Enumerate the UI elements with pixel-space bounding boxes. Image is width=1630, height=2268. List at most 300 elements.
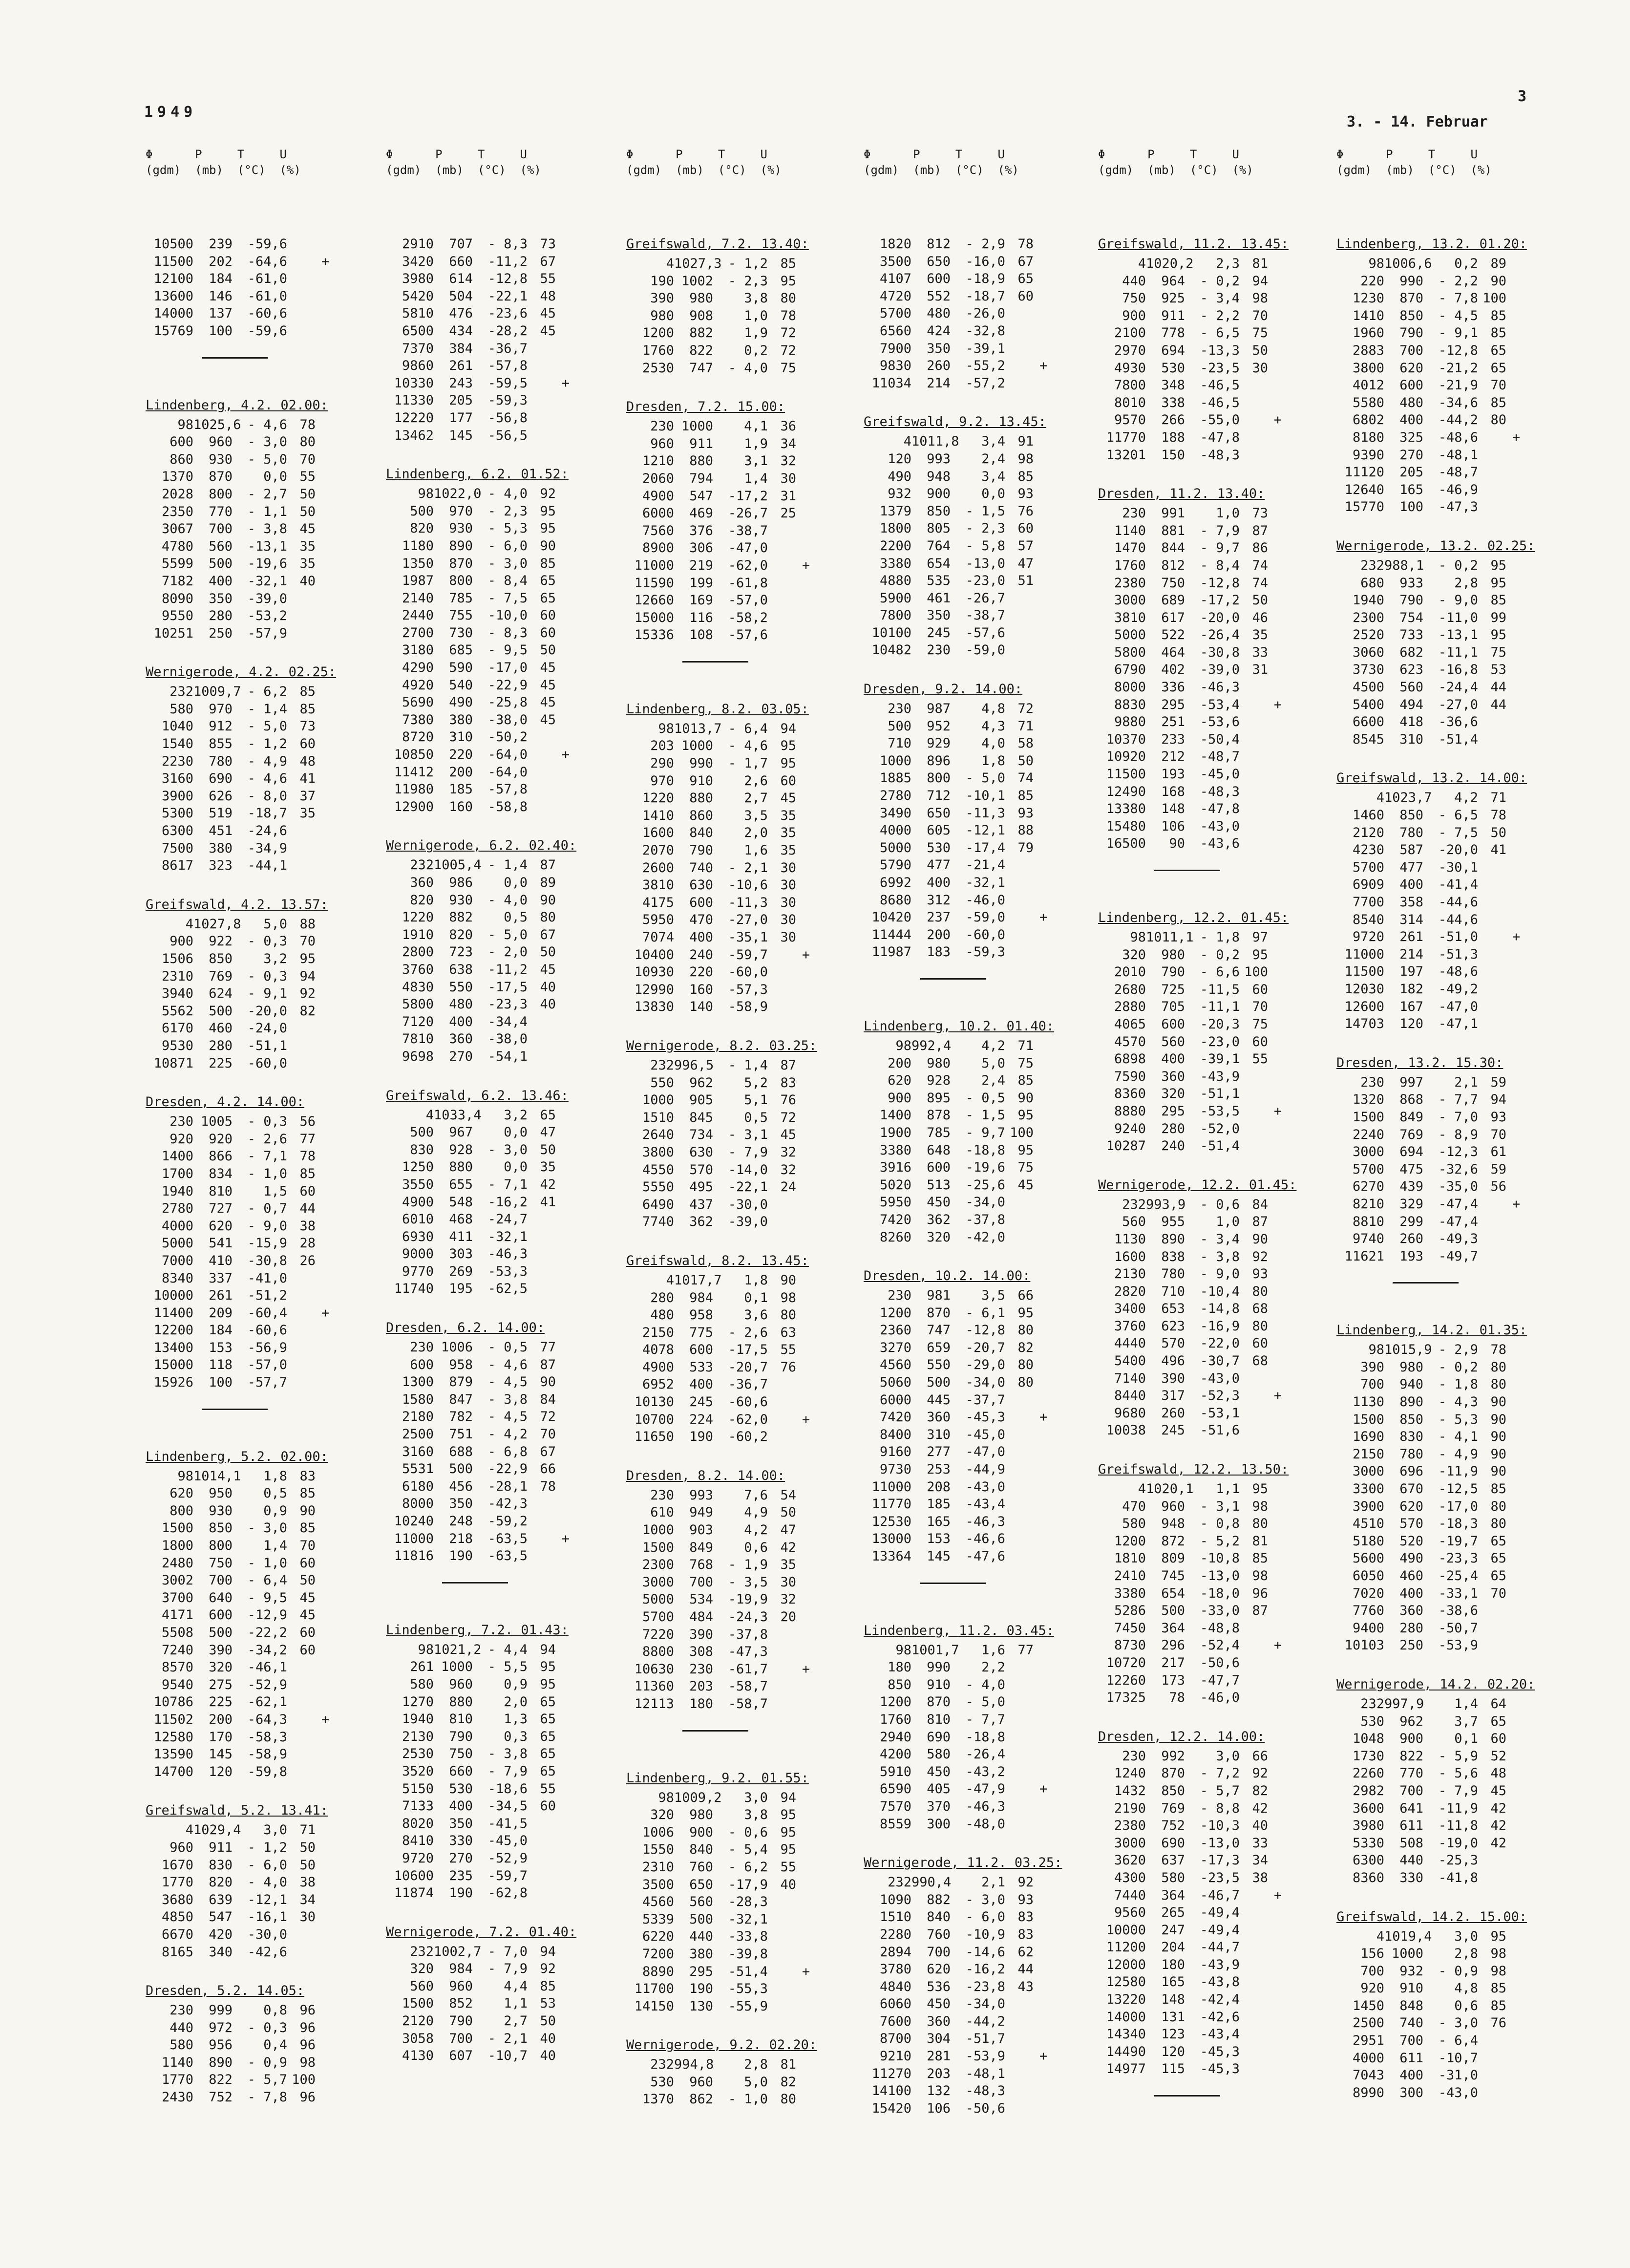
- table-cell: 77: [299, 1131, 316, 1147]
- table-cell: 13000: [871, 1531, 911, 1547]
- table-cell: 8260: [879, 1229, 911, 1245]
- table-cell: 92: [299, 986, 316, 1002]
- table-cell: 120: [209, 1764, 233, 1779]
- table-cell: 878: [927, 1108, 951, 1123]
- table-cell: 952: [927, 718, 951, 734]
- table-row: [1098, 1335, 1328, 1352]
- table-cell: 90: [780, 1272, 796, 1288]
- table-cell: 11650: [634, 1429, 674, 1445]
- table-cell: [316, 1131, 335, 1148]
- table-cell: 1013,7: [674, 721, 722, 736]
- sounding-block: [146, 896, 375, 1072]
- table-cell: 1210: [642, 453, 674, 469]
- table-cell: [556, 427, 575, 445]
- table-cell: [1506, 464, 1526, 481]
- table-cell: 14000: [153, 306, 193, 321]
- table-cell: [1240, 1689, 1268, 1707]
- section-divider: [1336, 1265, 1566, 1300]
- table-cell: 95: [1017, 1142, 1034, 1158]
- table-cell: 4880: [879, 573, 911, 589]
- table-cell: [316, 1468, 335, 1485]
- table-cell: 98: [895, 1642, 911, 1658]
- table-cell: 770: [209, 504, 233, 519]
- table-cell: 98: [895, 1038, 911, 1053]
- table-row: [146, 1183, 375, 1200]
- table-row: [146, 840, 375, 857]
- table-cell: [1268, 360, 1288, 377]
- table-cell: [316, 503, 335, 521]
- table-cell: - 9,7: [1200, 540, 1240, 556]
- table-cell: [1268, 2026, 1288, 2043]
- table-cell: [768, 1376, 796, 1393]
- table-row: [1336, 963, 1566, 981]
- table-cell: 3,5: [744, 808, 768, 823]
- table-cell: 177: [449, 410, 473, 426]
- table-cell: - 0,2: [1438, 557, 1478, 573]
- table-row: [626, 1980, 856, 1998]
- table-cell: 840: [689, 1842, 713, 1858]
- table-row: [1098, 2060, 1328, 2078]
- table-cell: 65: [540, 1746, 556, 1762]
- table-cell: [316, 1252, 335, 1270]
- table-row: [1098, 929, 1328, 946]
- table-cell: 640: [209, 1590, 233, 1605]
- table-cell: 882: [449, 910, 473, 925]
- table-cell: +: [802, 557, 810, 573]
- table-row: [386, 357, 615, 375]
- table-cell: 337: [209, 1270, 233, 1286]
- table-row: [626, 1161, 856, 1179]
- table-cell: [796, 1911, 816, 1928]
- station-heading: Dresden, 8.2. 14.00:: [626, 1468, 785, 1483]
- table-cell: [1268, 1585, 1288, 1603]
- table-cell: 51: [1017, 573, 1034, 589]
- table-cell: 882: [927, 1892, 951, 1907]
- sounding-block: [146, 1802, 375, 1961]
- table-cell: 94: [1252, 273, 1268, 289]
- table-row: [626, 1678, 856, 1695]
- table-cell: -34,2: [247, 1642, 287, 1658]
- table-cell: 11000: [1344, 946, 1384, 962]
- table-cell: 754: [1399, 610, 1423, 625]
- table-cell: [1005, 2030, 1034, 2048]
- table-cell: [1005, 642, 1034, 659]
- table-cell: 72: [540, 1409, 556, 1425]
- table-cell: -24,4: [1438, 680, 1478, 695]
- table-cell: [1506, 1498, 1526, 1516]
- table-row: [864, 1496, 1093, 1513]
- table-cell: 740: [1399, 2015, 1423, 2031]
- table-cell: [556, 253, 575, 271]
- table-row: [386, 1478, 615, 1496]
- table-cell: -49,2: [1438, 981, 1478, 997]
- table-row: [864, 1816, 1093, 1833]
- table-cell: 203: [689, 1679, 713, 1694]
- table-cell: -18,7: [965, 288, 1005, 304]
- table-row: [146, 1763, 375, 1781]
- table-row: [386, 1176, 615, 1194]
- table-cell: - 8,4: [487, 573, 528, 589]
- table-cell: [1268, 783, 1288, 801]
- table-row: [146, 985, 375, 1003]
- table-cell: [796, 505, 816, 522]
- table-cell: [316, 433, 335, 451]
- column-header: Φ P T U (gdm) (mb) (°C) (%): [626, 148, 782, 177]
- table-row: [386, 1373, 615, 1391]
- table-cell: [316, 1729, 335, 1746]
- table-cell: -41,0: [247, 1270, 287, 1286]
- table-cell: 1021,2: [434, 1642, 482, 1657]
- table-row: [1098, 713, 1328, 731]
- table-cell: 100: [1482, 291, 1506, 306]
- table-cell: 500: [209, 1625, 233, 1640]
- table-cell: 230: [650, 419, 674, 434]
- table-cell: 5286: [1114, 1603, 1146, 1619]
- table-cell: [556, 2030, 575, 2048]
- table-cell: - 5,7: [1200, 1783, 1240, 1798]
- table-cell: 890: [1161, 1231, 1185, 1247]
- table-cell: 1,0: [1216, 1214, 1240, 1230]
- table-cell: 560: [1122, 1214, 1146, 1230]
- table-cell: [287, 1037, 316, 1055]
- table-cell: [1034, 1530, 1053, 1548]
- table-cell: -43,4: [965, 1497, 1005, 1512]
- table-cell: 790: [689, 843, 713, 858]
- table-cell: 705: [1161, 999, 1185, 1015]
- table-cell: 960: [449, 1676, 473, 1692]
- table-cell: [287, 235, 316, 253]
- table-row: [1336, 1074, 1566, 1091]
- table-cell: 12100: [153, 271, 193, 287]
- table-row: [146, 1572, 375, 1589]
- table-cell: - 4,0: [487, 486, 528, 502]
- table-cell: 8360: [1352, 1870, 1384, 1885]
- table-cell: [1034, 735, 1053, 752]
- table-cell: [316, 1874, 335, 1891]
- table-row: [864, 288, 1093, 305]
- table-cell: [316, 2002, 335, 2019]
- table-cell: 13201: [1106, 447, 1146, 463]
- table-cell: [556, 1373, 575, 1391]
- table-cell: 280: [209, 1038, 233, 1053]
- table-cell: 232: [1122, 1197, 1146, 1212]
- table-cell: 770: [1399, 1766, 1423, 1781]
- table-cell: -43,9: [1200, 1069, 1240, 1084]
- table-column: [1098, 147, 1328, 2135]
- table-cell: 96: [299, 2090, 316, 2105]
- table-cell: -19,0: [1438, 1835, 1478, 1851]
- table-cell: [528, 357, 556, 375]
- table-cell: -38,7: [965, 608, 1005, 623]
- table-cell: 65: [1490, 342, 1506, 358]
- table-cell: 3380: [879, 556, 911, 571]
- table-cell: 439: [1399, 1179, 1423, 1195]
- table-cell: 700: [1399, 342, 1423, 358]
- table-cell: 10251: [153, 625, 193, 641]
- table-cell: 214: [927, 375, 951, 391]
- table-cell: 31: [780, 488, 796, 504]
- table-row: [626, 1306, 856, 1324]
- table-cell: [1506, 255, 1526, 273]
- table-cell: 450: [927, 1195, 951, 1210]
- table-cell: 648: [927, 1142, 951, 1158]
- table-row: [864, 520, 1093, 537]
- table-cell: 3002: [161, 1573, 193, 1588]
- table-cell: -47,8: [1200, 801, 1240, 817]
- table-row: [864, 1443, 1093, 1461]
- table-row: [864, 1090, 1093, 1107]
- table-cell: -13,1: [1438, 627, 1478, 643]
- table-row: [864, 822, 1093, 839]
- table-cell: 180: [1161, 1957, 1185, 1972]
- table-cell: 812: [1161, 557, 1185, 573]
- table-cell: -17,3: [1200, 1853, 1240, 1868]
- table-cell: [1034, 718, 1053, 735]
- table-cell: -36,7: [728, 1377, 768, 1392]
- table-cell: [316, 985, 335, 1003]
- table-cell: -48,7: [1438, 465, 1478, 480]
- table-row: [864, 1961, 1093, 1978]
- table-cell: 822: [1399, 1748, 1423, 1764]
- table-cell: 1350: [402, 556, 434, 571]
- table-cell: [556, 1780, 575, 1798]
- table-cell: 880: [689, 453, 713, 469]
- table-row: [864, 770, 1093, 787]
- table-cell: [287, 1374, 316, 1391]
- table-cell: 98: [1368, 1342, 1384, 1358]
- table-cell: -18,7: [247, 806, 287, 821]
- table-cell: 34: [1252, 1853, 1268, 1868]
- table-cell: [796, 1324, 816, 1342]
- table-cell: -16,2: [487, 1194, 528, 1210]
- table-row: [864, 468, 1093, 486]
- table-cell: - 6,0: [487, 538, 528, 554]
- table-cell: 7590: [1114, 1069, 1146, 1084]
- table-cell: 200: [209, 1712, 233, 1727]
- table-cell: 900: [689, 1824, 713, 1840]
- table-cell: 4: [666, 256, 674, 271]
- table-cell: 434: [449, 323, 473, 339]
- table-cell: 9160: [879, 1444, 911, 1460]
- table-cell: -50,6: [965, 2100, 1005, 2116]
- table-cell: 90: [540, 1374, 556, 1390]
- table-cell: 120: [1161, 2044, 1185, 2059]
- table-cell: [1506, 1695, 1526, 1713]
- table-cell: [1268, 1672, 1288, 1690]
- table-cell: [1506, 609, 1526, 627]
- table-cell: 910: [1399, 1981, 1423, 1996]
- table-row: [1098, 1765, 1328, 1782]
- table-cell: [528, 746, 556, 764]
- table-cell: [768, 1643, 796, 1661]
- table-cell: 1,6: [981, 1642, 1005, 1658]
- table-cell: 4230: [1352, 842, 1384, 858]
- table-row: [626, 1272, 856, 1289]
- table-cell: [768, 1428, 796, 1446]
- table-cell: 165: [1161, 1974, 1185, 1990]
- table-cell: 2310: [642, 1859, 674, 1875]
- table-cell: [287, 1020, 316, 1037]
- table-cell: -26,7: [965, 590, 1005, 606]
- table-cell: 410: [209, 1253, 233, 1268]
- table-cell: 8617: [161, 858, 193, 874]
- table-cell: 402: [1161, 662, 1185, 678]
- table-cell: -63,5: [487, 1548, 528, 1564]
- table-cell: [1268, 1654, 1288, 1672]
- sounding-block: [1336, 537, 1566, 749]
- table-cell: 168: [1161, 784, 1185, 799]
- table-cell: 769: [209, 968, 233, 984]
- table-cell: 4: [425, 1107, 434, 1123]
- table-cell: 768: [689, 1557, 713, 1573]
- table-cell: 4: [1376, 1928, 1384, 1944]
- table-cell: -10,7: [487, 2048, 528, 2064]
- table-cell: [1506, 1550, 1526, 1567]
- table-cell: 994,8: [674, 2057, 714, 2073]
- table-cell: 1002: [681, 273, 713, 289]
- table-cell: 209: [209, 1305, 233, 1321]
- table-cell: 85: [540, 556, 556, 571]
- table-row: [1336, 998, 1566, 1016]
- table-cell: [1034, 590, 1053, 607]
- table-cell: 364: [1161, 1620, 1185, 1636]
- table-cell: 362: [927, 1212, 951, 1227]
- table-cell: [796, 1359, 816, 1376]
- table-cell: [1240, 1904, 1268, 1922]
- table-row: [864, 926, 1093, 944]
- table-row: [1098, 963, 1328, 981]
- table-cell: 1270: [402, 1694, 434, 1710]
- table-cell: 95: [780, 1807, 796, 1823]
- table-cell: 230: [650, 1487, 674, 1503]
- station-heading: Greifswald, 4.2. 13.57:: [146, 897, 328, 912]
- table-cell: [796, 842, 816, 859]
- table-row: [146, 1003, 375, 1020]
- table-cell: 1460: [1352, 808, 1384, 823]
- table-cell: 78: [540, 1478, 556, 1494]
- sounding-block: [626, 235, 856, 377]
- table-cell: [1506, 411, 1526, 429]
- table-cell: [1034, 752, 1053, 770]
- table-cell: 6490: [642, 1197, 674, 1212]
- table-cell: 80: [299, 434, 316, 450]
- table-cell: [556, 711, 575, 729]
- sounding-block: [386, 235, 615, 444]
- table-cell: [1240, 1120, 1268, 1138]
- table-cell: 50: [1252, 593, 1268, 608]
- table-cell: [1506, 1800, 1526, 1818]
- table-cell: 5,0: [981, 1055, 1005, 1071]
- table-row: [1336, 394, 1566, 412]
- table-cell: 32: [780, 1144, 796, 1160]
- table-cell: 1033,4: [434, 1107, 482, 1123]
- table-row: [146, 1589, 375, 1607]
- table-cell: 2130: [1114, 1266, 1146, 1282]
- table-cell: 970: [650, 773, 674, 789]
- table-row: [1336, 1800, 1566, 1818]
- table-cell: [1005, 1659, 1034, 1676]
- table-cell: [316, 1763, 335, 1781]
- table-cell: 30: [1252, 360, 1268, 376]
- table-row: [1336, 498, 1566, 516]
- table-row: [626, 2074, 856, 2091]
- table-cell: 848: [1399, 1998, 1423, 2013]
- table-cell: [796, 859, 816, 877]
- table-cell: 98: [1368, 256, 1384, 271]
- table-cell: 5,2: [744, 1075, 768, 1091]
- table-cell: 7380: [402, 712, 434, 727]
- table-cell: [556, 996, 575, 1013]
- table-cell: - 4,3: [1438, 1394, 1478, 1410]
- table-cell: 5550: [642, 1179, 674, 1195]
- table-cell: - 8,3: [487, 236, 528, 252]
- table-cell: - 4,6: [247, 417, 287, 432]
- table-cell: -26,7: [728, 506, 768, 521]
- table-row: [1098, 800, 1328, 818]
- table-cell: 8545: [1352, 731, 1384, 747]
- table-cell: -26,0: [965, 306, 1005, 321]
- table-cell: 78: [1490, 1342, 1506, 1358]
- sounding-block: [1098, 1728, 1328, 2113]
- table-cell: 78: [1490, 808, 1506, 823]
- table-cell: -39,1: [965, 341, 1005, 356]
- table-cell: 270: [449, 1048, 473, 1064]
- table-cell: 3300: [1352, 1481, 1384, 1497]
- table-cell: [796, 1998, 816, 2015]
- table-row: [1336, 1602, 1566, 1620]
- table-cell: 45: [1490, 1783, 1506, 1798]
- table-cell: -32,1: [247, 573, 287, 589]
- table-row: [864, 1391, 1093, 1409]
- table-cell: 1370: [642, 2092, 674, 2107]
- table-cell: 12113: [634, 1696, 674, 1712]
- table-row: [386, 1960, 615, 1978]
- table-row: [626, 946, 856, 964]
- table-cell: 78: [299, 1149, 316, 1164]
- table-cell: 65: [540, 1763, 556, 1779]
- table-cell: 70: [299, 934, 316, 949]
- table-cell: 232: [410, 857, 434, 873]
- table-cell: [796, 1428, 816, 1446]
- table-cell: 116: [689, 610, 713, 625]
- table-cell: -49,4: [1200, 1905, 1240, 1921]
- table-cell: 320: [410, 1961, 434, 1977]
- table-cell: 655: [449, 1177, 473, 1192]
- table-cell: [796, 1893, 816, 1911]
- table-cell: 80: [780, 2092, 796, 2107]
- table-cell: 7370: [402, 341, 434, 356]
- table-row: [864, 1548, 1093, 1565]
- table-cell: 12580: [153, 1729, 193, 1745]
- table-cell: [1506, 498, 1526, 516]
- table-cell: 11444: [871, 927, 911, 942]
- table-cell: -47,0: [965, 1444, 1005, 1460]
- table-cell: -48,3: [1200, 447, 1240, 463]
- table-cell: 500: [449, 1461, 473, 1477]
- table-cell: 1987: [402, 573, 434, 589]
- table-cell: [556, 340, 575, 358]
- table-row: [386, 1460, 615, 1478]
- table-row: [386, 1745, 615, 1763]
- table-cell: 9830: [879, 358, 911, 374]
- table-cell: 8720: [402, 729, 434, 745]
- table-row: [386, 288, 615, 305]
- table-cell: -43,0: [1200, 1370, 1240, 1386]
- table-cell: 1009,7: [193, 684, 241, 700]
- table-cell: [1506, 998, 1526, 1016]
- table-row: [626, 1806, 856, 1824]
- table-row: [146, 1944, 375, 1961]
